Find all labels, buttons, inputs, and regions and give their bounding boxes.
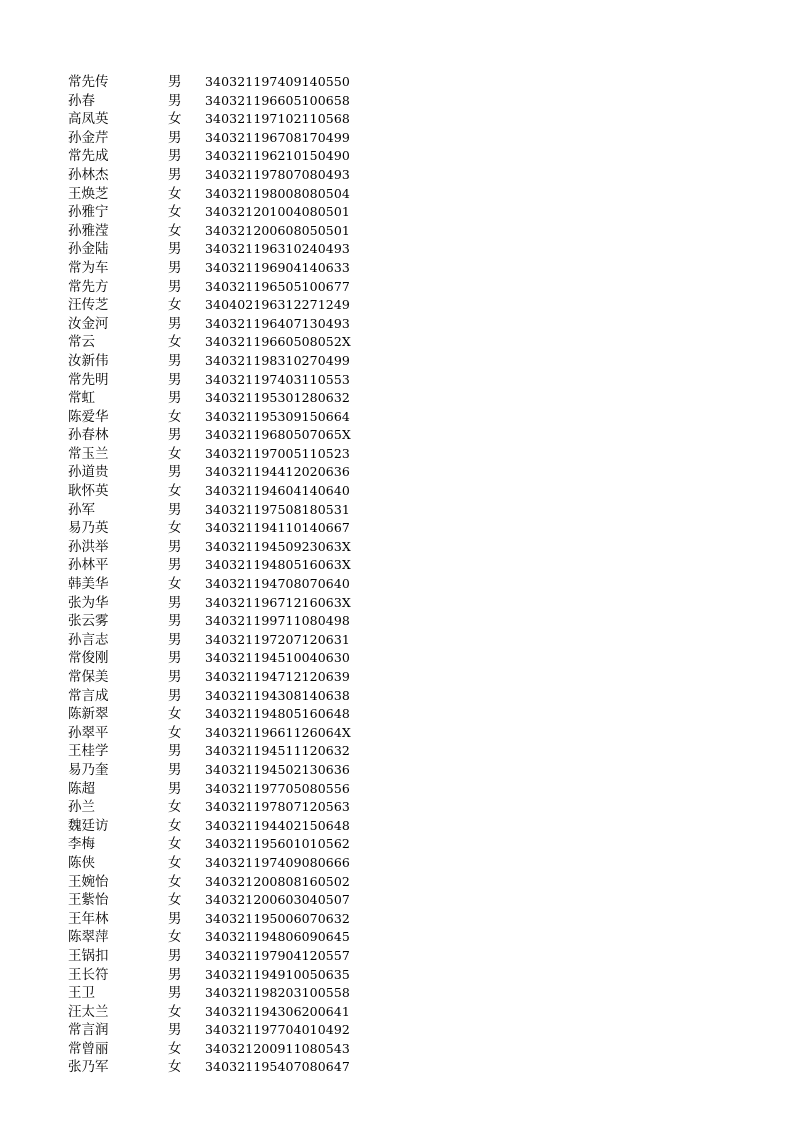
gender-cell[interactable]: 男 bbox=[168, 966, 182, 983]
gender-cell[interactable]: 女 bbox=[168, 1059, 182, 1076]
gender-cell[interactable]: 女 bbox=[168, 854, 182, 871]
id-number-cell[interactable]: 340321200911080543 bbox=[205, 1040, 350, 1056]
name-cell[interactable]: 王焕芝 bbox=[68, 185, 109, 202]
gender-cell[interactable]: 女 bbox=[168, 929, 182, 946]
table-row bbox=[68, 594, 368, 613]
gender-cell[interactable]: 女 bbox=[168, 1040, 182, 1057]
name-cell[interactable]: 常云 bbox=[68, 334, 95, 351]
table-row bbox=[68, 482, 368, 501]
name-cell[interactable]: 孙翠平 bbox=[68, 724, 109, 741]
table-row bbox=[68, 147, 368, 166]
gender-cell[interactable]: 女 bbox=[168, 185, 182, 202]
name-cell[interactable]: 常先明 bbox=[68, 371, 109, 388]
name-cell[interactable]: 孙兰 bbox=[68, 799, 95, 816]
name-cell[interactable]: 陈新翠 bbox=[68, 706, 109, 723]
name-cell[interactable]: 常虹 bbox=[68, 390, 95, 407]
id-number-cell[interactable]: 340321194412020636 bbox=[205, 464, 350, 480]
gender-cell[interactable]: 女 bbox=[168, 520, 182, 537]
name-cell[interactable]: 王锅扣 bbox=[68, 947, 109, 964]
name-cell[interactable]: 王婉怡 bbox=[68, 873, 109, 890]
table-row bbox=[68, 817, 368, 836]
id-number-cell[interactable]: 34032119450923063X bbox=[205, 538, 351, 554]
id-number-cell[interactable]: 340321196310240493 bbox=[205, 241, 350, 257]
gender-cell[interactable]: 男 bbox=[168, 613, 182, 630]
name-cell[interactable]: 王长符 bbox=[68, 966, 109, 983]
name-cell[interactable]: 汪太兰 bbox=[68, 1003, 109, 1020]
table-row bbox=[68, 315, 368, 334]
id-number-cell[interactable]: 34032119661126064X bbox=[205, 724, 351, 740]
gender-cell[interactable]: 男 bbox=[168, 538, 182, 555]
table-row bbox=[68, 352, 368, 371]
gender-cell[interactable]: 男 bbox=[168, 390, 182, 407]
table-row bbox=[68, 1058, 368, 1077]
table-row bbox=[68, 463, 368, 482]
gender-cell[interactable]: 男 bbox=[168, 650, 182, 667]
gender-cell[interactable]: 男 bbox=[168, 259, 182, 276]
name-cell[interactable]: 汝金河 bbox=[68, 315, 109, 332]
table-row bbox=[68, 110, 368, 129]
name-cell[interactable]: 常先传 bbox=[68, 74, 109, 90]
name-cell[interactable]: 常保美 bbox=[68, 669, 109, 685]
name-cell[interactable]: 张为华 bbox=[68, 594, 109, 611]
name-cell[interactable]: 常先成 bbox=[68, 148, 109, 165]
table-row bbox=[68, 1040, 368, 1059]
name-cell[interactable]: 王紫怡 bbox=[68, 892, 109, 909]
table-row bbox=[68, 649, 368, 668]
id-number-cell[interactable]: 340321196904140633 bbox=[205, 259, 350, 275]
gender-cell[interactable]: 男 bbox=[168, 557, 182, 574]
table-row bbox=[68, 333, 368, 352]
name-cell[interactable]: 王年林 bbox=[68, 910, 109, 927]
gender-cell[interactable]: 女 bbox=[168, 445, 182, 462]
table-row bbox=[68, 612, 368, 631]
id-number-cell[interactable]: 340402196312271249 bbox=[205, 297, 350, 313]
name-cell[interactable]: 孙军 bbox=[68, 501, 95, 518]
table-row bbox=[68, 798, 368, 817]
name-cell[interactable]: 耿怀英 bbox=[68, 483, 109, 500]
id-number-cell[interactable]: 340321198203100558 bbox=[205, 985, 350, 1001]
gender-cell[interactable]: 女 bbox=[168, 873, 182, 890]
table-row bbox=[68, 631, 368, 650]
name-cell[interactable]: 孙洪举 bbox=[68, 538, 109, 555]
name-cell[interactable]: 常俊刚 bbox=[68, 650, 109, 667]
gender-cell[interactable]: 女 bbox=[168, 111, 182, 128]
gender-cell[interactable]: 女 bbox=[168, 408, 182, 425]
table-row bbox=[68, 687, 368, 706]
name-cell[interactable]: 张云雾 bbox=[68, 613, 109, 630]
gender-cell[interactable]: 男 bbox=[168, 687, 182, 704]
table-row bbox=[68, 92, 368, 111]
gender-cell[interactable]: 男 bbox=[168, 427, 182, 444]
id-number-cell[interactable]: 340321195601010562 bbox=[205, 836, 350, 852]
gender-cell[interactable]: 女 bbox=[168, 204, 182, 221]
table-row bbox=[68, 408, 368, 427]
id-number-cell[interactable]: 340321194511120632 bbox=[205, 743, 350, 759]
table-row bbox=[68, 259, 368, 278]
name-cell[interactable]: 汝新伟 bbox=[68, 352, 109, 369]
gender-cell[interactable]: 男 bbox=[168, 501, 182, 518]
table-row bbox=[68, 947, 368, 966]
gender-cell[interactable]: 女 bbox=[168, 222, 182, 239]
table-row bbox=[68, 519, 368, 538]
table-row bbox=[68, 928, 368, 947]
name-cell[interactable]: 常言成 bbox=[68, 687, 109, 704]
table-row bbox=[68, 538, 368, 557]
id-number-cell[interactable]: 340321197005110523 bbox=[205, 445, 350, 461]
name-cell[interactable]: 易乃奎 bbox=[68, 761, 109, 778]
table-row bbox=[68, 984, 368, 1003]
gender-cell[interactable]: 女 bbox=[168, 334, 182, 351]
table-row bbox=[68, 426, 368, 445]
name-cell[interactable]: 陈翠萍 bbox=[68, 929, 109, 946]
table-row bbox=[68, 240, 368, 259]
name-cell[interactable]: 孙林平 bbox=[68, 557, 109, 574]
gender-cell[interactable]: 男 bbox=[168, 631, 182, 648]
gender-cell[interactable]: 男 bbox=[168, 371, 182, 388]
name-cell[interactable]: 张乃军 bbox=[68, 1059, 109, 1076]
id-number-cell[interactable]: 34032119480516063X bbox=[205, 557, 351, 573]
table-row bbox=[68, 780, 368, 799]
id-number-cell[interactable]: 340321196505100677 bbox=[205, 278, 350, 294]
gender-cell[interactable]: 女 bbox=[168, 706, 182, 723]
table-row bbox=[68, 835, 368, 854]
table-row bbox=[68, 166, 368, 185]
gender-cell[interactable]: 女 bbox=[168, 297, 182, 314]
table-row bbox=[68, 129, 368, 148]
table-row bbox=[68, 910, 368, 929]
name-cell[interactable]: 常玉兰 bbox=[68, 445, 109, 462]
name-cell[interactable]: 常言润 bbox=[68, 1022, 109, 1039]
gender-cell[interactable]: 女 bbox=[168, 576, 182, 593]
table-row bbox=[68, 389, 368, 408]
id-number-cell[interactable]: 340321195301280632 bbox=[205, 390, 350, 406]
gender-cell[interactable]: 男 bbox=[168, 352, 182, 369]
table-row bbox=[68, 278, 368, 297]
id-number-cell[interactable]: 340321195006070632 bbox=[205, 910, 350, 926]
gender-cell[interactable]: 男 bbox=[168, 669, 182, 685]
gender-cell[interactable]: 男 bbox=[168, 985, 182, 1002]
id-number-cell[interactable]: 340321196407130493 bbox=[205, 315, 350, 331]
id-number-cell[interactable]: 340321197409080666 bbox=[205, 854, 350, 870]
name-cell[interactable]: 汪传芝 bbox=[68, 297, 109, 314]
gender-cell[interactable]: 男 bbox=[168, 278, 182, 295]
id-number-cell[interactable]: 340321197904120557 bbox=[205, 947, 350, 963]
table-row bbox=[68, 296, 368, 315]
id-number-cell[interactable]: 340321198008080504 bbox=[205, 185, 350, 201]
gender-cell[interactable]: 男 bbox=[168, 761, 182, 778]
gender-cell[interactable]: 男 bbox=[168, 947, 182, 964]
table-row bbox=[68, 724, 368, 743]
id-number-cell[interactable]: 340321201004080501 bbox=[205, 204, 350, 220]
id-number-cell[interactable]: 340321194306200641 bbox=[205, 1003, 350, 1019]
id-number-cell[interactable]: 340321194712120639 bbox=[205, 669, 350, 684]
gender-cell[interactable]: 男 bbox=[168, 780, 182, 797]
name-cell[interactable]: 陈侠 bbox=[68, 854, 95, 871]
gender-cell[interactable]: 男 bbox=[168, 1022, 182, 1039]
id-number-cell[interactable]: 340321200808160502 bbox=[205, 873, 350, 889]
id-number-cell[interactable]: 34032119671216063X bbox=[205, 594, 351, 610]
table-row bbox=[68, 445, 368, 464]
gender-cell[interactable]: 男 bbox=[168, 129, 182, 146]
id-number-cell[interactable]: 340321196605100658 bbox=[205, 92, 350, 108]
id-number-cell[interactable]: 340321197705080556 bbox=[205, 780, 350, 796]
table-row bbox=[68, 222, 368, 241]
id-number-cell[interactable]: 340321200603040507 bbox=[205, 892, 350, 908]
id-number-cell[interactable]: 340321194110140667 bbox=[205, 520, 350, 536]
name-cell[interactable]: 孙金芹 bbox=[68, 129, 109, 146]
name-cell[interactable]: 孙金陆 bbox=[68, 241, 109, 258]
id-number-cell[interactable]: 340321197409140550 bbox=[205, 74, 350, 89]
gender-cell[interactable]: 女 bbox=[168, 817, 182, 834]
table-row bbox=[68, 966, 368, 985]
table-row bbox=[68, 873, 368, 892]
id-number-cell[interactable]: 340321194604140640 bbox=[205, 483, 350, 499]
id-number-cell[interactable]: 340321194510040630 bbox=[205, 650, 350, 666]
id-number-cell[interactable]: 340321194402150648 bbox=[205, 817, 350, 833]
id-number-cell[interactable]: 340321200608050501 bbox=[205, 222, 350, 238]
gender-cell[interactable]: 女 bbox=[168, 724, 182, 741]
table-row bbox=[68, 1003, 368, 1022]
id-number-cell[interactable]: 340321195407080647 bbox=[205, 1059, 350, 1075]
name-cell[interactable]: 陈爱华 bbox=[68, 408, 109, 425]
name-cell[interactable]: 韩美华 bbox=[68, 576, 109, 593]
gender-cell[interactable]: 男 bbox=[168, 166, 182, 183]
id-number-cell[interactable]: 340321198310270499 bbox=[205, 352, 350, 368]
id-number-cell[interactable]: 340321194708070640 bbox=[205, 576, 350, 592]
name-cell[interactable]: 常先方 bbox=[68, 278, 109, 295]
table-row bbox=[68, 371, 368, 390]
gender-cell[interactable]: 男 bbox=[168, 464, 182, 481]
name-cell[interactable]: 常为车 bbox=[68, 259, 109, 276]
gender-cell[interactable]: 女 bbox=[168, 483, 182, 500]
name-cell[interactable]: 孙雅滢 bbox=[68, 222, 109, 239]
gender-cell[interactable]: 男 bbox=[168, 594, 182, 611]
table-row bbox=[68, 1021, 368, 1040]
name-cell[interactable]: 魏廷访 bbox=[68, 817, 109, 834]
table-row bbox=[68, 501, 368, 520]
gender-cell[interactable]: 男 bbox=[168, 743, 182, 760]
table-row bbox=[68, 705, 368, 724]
name-cell[interactable]: 孙林杰 bbox=[68, 166, 109, 183]
id-number-cell[interactable]: 340321194806090645 bbox=[205, 929, 350, 945]
gender-cell[interactable]: 男 bbox=[168, 315, 182, 332]
table-row bbox=[68, 742, 368, 761]
id-number-cell[interactable]: 340321199711080498 bbox=[205, 613, 350, 629]
gender-cell[interactable]: 女 bbox=[168, 892, 182, 909]
gender-cell[interactable]: 男 bbox=[168, 92, 182, 109]
name-cell[interactable]: 王桂学 bbox=[68, 743, 109, 760]
id-number-cell[interactable]: 340321196210150490 bbox=[205, 148, 350, 164]
gender-cell[interactable]: 男 bbox=[168, 910, 182, 927]
table-row bbox=[68, 891, 368, 910]
table-row bbox=[68, 575, 368, 594]
gender-cell[interactable]: 女 bbox=[168, 799, 182, 816]
id-number-cell[interactable]: 340321197207120631 bbox=[205, 631, 350, 647]
id-number-cell[interactable]: 340321194308140638 bbox=[205, 687, 350, 703]
table-row bbox=[68, 185, 368, 204]
table-row bbox=[68, 556, 368, 575]
table-row bbox=[68, 761, 368, 780]
name-cell[interactable]: 孙春林 bbox=[68, 427, 109, 444]
id-number-cell[interactable]: 340321197508180531 bbox=[205, 501, 350, 517]
name-cell[interactable]: 孙言志 bbox=[68, 631, 109, 648]
gender-cell[interactable]: 女 bbox=[168, 836, 182, 853]
gender-cell[interactable]: 女 bbox=[168, 1003, 182, 1020]
id-number-cell[interactable]: 340321197102110568 bbox=[205, 111, 350, 127]
record-table bbox=[68, 73, 368, 1077]
name-cell[interactable]: 常曾丽 bbox=[68, 1040, 109, 1057]
table-row bbox=[68, 668, 368, 687]
gender-cell[interactable]: 男 bbox=[168, 241, 182, 258]
name-cell[interactable]: 王卫 bbox=[68, 985, 95, 1002]
name-cell[interactable]: 孙春 bbox=[68, 92, 95, 109]
id-number-cell[interactable]: 340321197807120563 bbox=[205, 799, 350, 815]
gender-cell[interactable]: 男 bbox=[168, 148, 182, 165]
id-number-cell[interactable]: 340321195309150664 bbox=[205, 408, 350, 424]
table-row bbox=[68, 854, 368, 873]
id-number-cell[interactable]: 340321197807080493 bbox=[205, 166, 350, 182]
id-number-cell[interactable]: 340321197704010492 bbox=[205, 1022, 350, 1038]
id-number-cell[interactable]: 340321196708170499 bbox=[205, 129, 350, 145]
name-cell[interactable]: 孙雅宁 bbox=[68, 204, 109, 221]
name-cell[interactable]: 陈超 bbox=[68, 780, 95, 797]
id-number-cell[interactable]: 340321197403110553 bbox=[205, 371, 350, 387]
id-number-cell[interactable]: 34032119660508052X bbox=[205, 334, 351, 350]
name-cell[interactable]: 孙道贵 bbox=[68, 464, 109, 481]
name-cell[interactable]: 李梅 bbox=[68, 836, 95, 853]
id-number-cell[interactable]: 340321194805160648 bbox=[205, 706, 350, 722]
table-row bbox=[68, 203, 368, 222]
id-number-cell[interactable]: 34032119680507065X bbox=[205, 427, 351, 443]
name-cell[interactable]: 易乃英 bbox=[68, 520, 109, 537]
table-row bbox=[68, 73, 368, 92]
id-number-cell[interactable]: 340321194910050635 bbox=[205, 966, 350, 982]
gender-cell[interactable]: 男 bbox=[168, 74, 182, 90]
name-cell[interactable]: 高凤英 bbox=[68, 111, 109, 128]
id-number-cell[interactable]: 340321194502130636 bbox=[205, 761, 350, 777]
